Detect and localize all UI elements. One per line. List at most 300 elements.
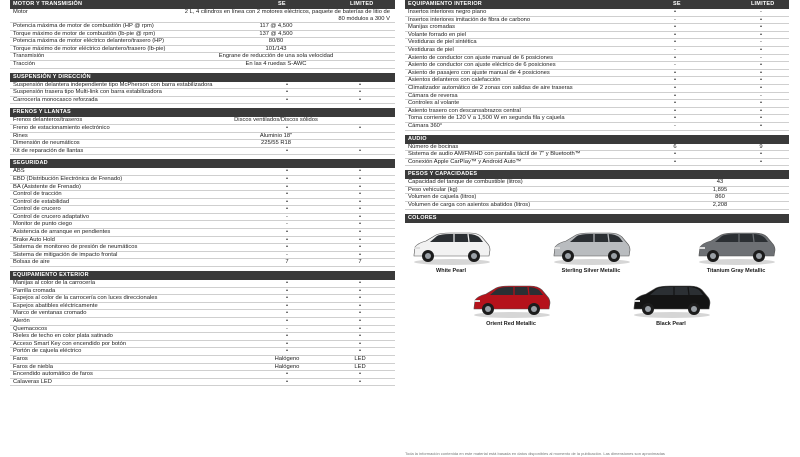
section-suspension [10, 73, 395, 105]
spec-rows [405, 179, 789, 209]
spec-label: Suspensión trasera tipo Multi-link con barra estabilizadora [13, 89, 162, 96]
spec-rows [10, 82, 395, 105]
se-value: • [673, 151, 677, 158]
spec-label: Transmisión [13, 53, 45, 60]
spec-row [10, 229, 395, 237]
spec-row [10, 23, 395, 31]
spec-row [10, 252, 395, 260]
spec-label: Potencia máxima de motor de combustión (HP @ rpm) [13, 23, 154, 29]
spec-label: Sistema de mitigación de impacto frontal [13, 251, 118, 258]
se-value: - [674, 122, 676, 129]
limited-value: LED [354, 363, 366, 370]
limited-value: • [358, 333, 362, 340]
spec-row [405, 159, 789, 167]
spec-value: 1,895 [712, 186, 728, 193]
section-title: EQUIPAMIENTO INTERIOR [408, 1, 482, 7]
se-value: • [673, 158, 677, 165]
spec-label: Tracción [13, 60, 36, 67]
spec-label: Asiento de conductor con ajuste eléctrico de 6 posiciones [408, 62, 556, 69]
se-value: 6 [673, 143, 677, 150]
spec-row [10, 379, 395, 387]
spec-row [405, 151, 789, 159]
se-value: • [673, 39, 677, 46]
limited-value: • [358, 318, 362, 324]
color-black-pearl [630, 281, 712, 331]
spec-label: Torque máximo de motor de combustión (lb-pie @ rpm) [13, 30, 156, 37]
spec-row [405, 39, 789, 47]
spec-row [10, 326, 395, 334]
limited-value: - [760, 9, 762, 15]
section-title: SEGURIDAD [13, 160, 48, 167]
section-header [10, 108, 395, 117]
se-value: • [673, 115, 677, 122]
limited-value: • [358, 371, 362, 378]
spec-value: 80/80 [268, 38, 284, 45]
spec-label: Frenos delanteros/traseros [13, 117, 83, 124]
spec-value: Aluminio 18" [259, 132, 293, 139]
spec-label: Marco de ventanas cromado [13, 310, 87, 317]
limited-value: 9 [759, 143, 763, 150]
spec-row [10, 199, 395, 207]
suv-image [470, 281, 552, 319]
spec-label: Sistema de monitoreo de presión de neumáticos [13, 244, 138, 251]
limited-value: • [358, 168, 362, 175]
spec-label: Asientos delanteros con calefacción [408, 77, 501, 84]
header-limited: LIMITED [751, 1, 775, 7]
se-value: • [285, 302, 289, 309]
se-value: • [673, 24, 677, 31]
limited-value: • [358, 229, 362, 236]
spec-row [405, 32, 789, 40]
limited-value: - [760, 39, 762, 46]
se-value: • [285, 81, 289, 88]
se-value: • [285, 198, 289, 205]
se-value: • [285, 333, 289, 340]
spec-row [10, 318, 395, 326]
limited-value: • [358, 302, 362, 309]
limited-value: • [358, 310, 362, 317]
spec-row [405, 77, 789, 85]
section-seguridad [10, 159, 395, 267]
section-header [10, 159, 395, 168]
spec-row [405, 144, 789, 152]
limited-value: • [358, 295, 362, 302]
spec-row [10, 364, 395, 372]
limited-value: - [760, 54, 762, 61]
se-value: - [286, 221, 288, 228]
spec-row [10, 82, 395, 90]
se-value: • [285, 147, 289, 154]
limited-value: 7 [358, 259, 362, 266]
limited-value: - [760, 92, 762, 99]
section-title: MOTOR Y TRANSMISIÓN [13, 1, 83, 7]
spec-row [10, 38, 395, 46]
limited-value: • [759, 62, 763, 69]
suv-image [410, 228, 492, 266]
limited-value: • [759, 31, 763, 38]
spec-rows [10, 9, 395, 69]
spec-row [405, 70, 789, 78]
spec-label: Espejos al color de la carrocería con luces direccionales [13, 295, 158, 302]
section-audio [405, 135, 789, 167]
spec-row [10, 348, 395, 356]
se-value: - [674, 62, 676, 69]
limited-value: • [358, 191, 362, 198]
limited-value: • [358, 251, 362, 258]
spec-row [405, 202, 789, 210]
spec-value: 2,208 [712, 202, 728, 209]
spec-label: Volumen de cajuela (litros) [408, 194, 477, 201]
color-name: Sterling Silver Metallic [561, 267, 621, 274]
spec-row [405, 9, 789, 17]
spec-value: Engrane de reducción de una sola velocidad [218, 53, 334, 60]
se-value: • [285, 310, 289, 317]
spec-row [10, 117, 395, 125]
se-value: Halógeno [274, 363, 300, 370]
spec-label: Volumen de carga con asientos abatidos (litros) [408, 202, 531, 209]
spec-value: 860 [715, 194, 725, 201]
section-header [405, 214, 789, 223]
se-value: • [285, 168, 289, 175]
left-column [10, 0, 395, 390]
limited-value: • [759, 100, 763, 107]
limited-value: • [358, 198, 362, 205]
limited-value: • [759, 77, 763, 84]
color-white-pearl [410, 228, 492, 278]
spec-row [10, 168, 395, 176]
spec-label: Control de crucero adaptativo [13, 213, 90, 220]
spec-label: BA (Asistente de Frenado) [13, 183, 81, 190]
color-titanium-gray-metallic [695, 228, 777, 278]
limited-value: • [759, 84, 763, 91]
spec-row [10, 176, 395, 184]
se-value: • [285, 96, 289, 103]
spec-value: 117 @ 4,500 [259, 23, 293, 29]
spec-label: Quemacocos [13, 325, 48, 332]
se-value: - [286, 325, 288, 332]
color-sterling-silver-metallic [550, 228, 632, 278]
spec-value: Discos ventilados/Discos sólidos [234, 117, 318, 124]
spec-label: Asiento trasero con descansabrazos central [408, 107, 521, 114]
limited-value: • [358, 287, 362, 294]
spec-value: En las 4 ruedas S-AWC [245, 60, 307, 67]
spec-label: Control de estabilidad [13, 198, 70, 205]
limited-value: • [358, 348, 362, 355]
spec-label: Número de bocinas [408, 143, 459, 150]
section-header [405, 135, 789, 144]
spec-label: Dimensión de neumáticos [13, 140, 80, 147]
se-value: • [285, 244, 289, 251]
spec-row [10, 140, 395, 148]
se-value: • [285, 191, 289, 198]
spec-label: Sistema de audio AM/FM/HD con pantalla táctil de 7" y Bluetooth™ [408, 151, 581, 158]
spec-row [10, 31, 395, 39]
se-value: • [285, 175, 289, 182]
limited-value: • [358, 206, 362, 213]
section-colores [405, 214, 789, 338]
section-title: AUDIO [408, 135, 427, 142]
se-value: 7 [285, 259, 289, 266]
footer-disclaimer: Toda la información contenida en este material está basada en datos disponibles al momento de la publicación. Las dimensiones son aproximadas [405, 451, 665, 456]
color-swatches [405, 223, 789, 338]
spec-row [405, 55, 789, 63]
se-value: • [673, 100, 677, 107]
spec-label: Alerón [13, 318, 30, 324]
spec-label: Potencia máxima de motor eléctrico delantero/trasero (HP) [13, 38, 165, 45]
limited-value: • [358, 147, 362, 154]
spec-label: EBD (Distribución Electrónica de Frenado) [13, 175, 123, 182]
spec-label: Rines [13, 132, 28, 139]
limited-value: • [358, 378, 362, 385]
spec-label: Volante forrado en piel [408, 31, 467, 38]
spec-row [405, 187, 789, 195]
se-value: • [673, 84, 677, 91]
spec-row [10, 125, 395, 133]
spec-label: Vestiduras de piel [408, 46, 454, 53]
se-value: • [673, 107, 677, 114]
spec-row [10, 356, 395, 364]
spec-value: 101/143 [265, 45, 287, 52]
spec-label: Freno de estacionamiento electrónico [13, 124, 110, 131]
spec-row [405, 123, 789, 131]
spec-label: Insertos interiores negro piano [408, 9, 487, 15]
spec-row [405, 194, 789, 202]
spec-label: Faros de niebla [13, 363, 53, 370]
spec-row [10, 61, 395, 69]
spec-rows [10, 117, 395, 155]
limited-value: • [358, 221, 362, 228]
limited-value: • [358, 213, 362, 220]
spec-row [10, 133, 395, 141]
se-value: • [285, 280, 289, 287]
spec-row [10, 97, 395, 105]
se-value: - [286, 251, 288, 258]
spec-label: Torque máximo de motor eléctrico delantero/trasero (lb-pie) [13, 45, 166, 52]
spec-label: Rieles de techo en color plata satinado [13, 333, 113, 340]
limited-value: • [759, 107, 763, 114]
limited-value: • [759, 16, 763, 23]
spec-row [10, 46, 395, 54]
spec-row [10, 244, 395, 252]
limited-value: • [759, 151, 763, 158]
section-header [10, 271, 395, 280]
limited-value: • [759, 46, 763, 53]
se-value: • [285, 340, 289, 347]
spec-label: Control de crucero [13, 206, 61, 213]
spec-label: Toma corriente de 120 V a 1,500 W en segunda fila y cajuela [408, 115, 565, 122]
section-pesos [405, 170, 789, 209]
spec-label: Faros [13, 355, 28, 362]
spec-label: Espejos abatibles eléctricamente [13, 302, 98, 309]
spec-row [10, 341, 395, 349]
spec-label: Peso vehicular (kg) [408, 186, 458, 193]
spec-row [405, 24, 789, 32]
spec-label: Capacidad del tanque de combustible (litros) [408, 179, 523, 186]
spec-row [405, 179, 789, 187]
spec-row [10, 303, 395, 311]
color-name: White Pearl [436, 267, 466, 274]
color-orient-red-metallic [470, 281, 552, 331]
limited-value: LED [354, 355, 366, 362]
spec-value: 2 L, 4 cilindros en línea con 2 motores eléctricos, paquete de baterías de litio de 80 módulos a 300 V [184, 9, 390, 22]
suv-image [630, 281, 712, 319]
spec-row [10, 371, 395, 379]
se-value: • [285, 378, 289, 385]
spec-row [10, 333, 395, 341]
spec-label: Insertos interiores imitación de fibra de carbono [408, 16, 531, 23]
limited-value: • [358, 175, 362, 182]
limited-value: • [358, 183, 362, 190]
section-header [10, 0, 395, 9]
spec-label: Conexión Apple CarPlay™ y Android Auto™ [408, 158, 522, 165]
section-title: COLORES [408, 214, 437, 221]
se-value: • [285, 89, 289, 96]
spec-row [10, 191, 395, 199]
spec-label: Asistencia de arranque en pendientes [13, 229, 111, 236]
right-column [405, 0, 789, 342]
se-value: • [673, 77, 677, 84]
se-value: • [673, 69, 677, 76]
spec-row [10, 9, 395, 23]
spec-label: Vestiduras de piel sintética [408, 39, 477, 46]
section-motor [10, 0, 395, 69]
limited-value: • [759, 115, 763, 122]
spec-row [405, 47, 789, 55]
limited-value: • [358, 236, 362, 243]
spec-label: Manijas cromadas [408, 24, 456, 31]
spec-row [405, 93, 789, 101]
se-value: • [285, 183, 289, 190]
section-header [405, 0, 789, 9]
spec-label: Cámara 360° [408, 122, 443, 129]
color-name: Black Pearl [656, 320, 686, 327]
section-title: SUSPENSIÓN Y DIRECCIÓN [13, 73, 91, 80]
spec-row [10, 280, 395, 288]
spec-label: Motor [13, 9, 28, 15]
spec-row [405, 62, 789, 70]
se-value: • [673, 54, 677, 61]
spec-row [10, 184, 395, 192]
se-value: - [674, 16, 676, 23]
spec-value: 43 [716, 179, 724, 186]
spec-label: Bolsas de aire [13, 259, 50, 266]
spec-row [10, 237, 395, 245]
limited-value: • [759, 69, 763, 76]
spec-row [10, 214, 395, 222]
spec-label: ABS [13, 168, 25, 175]
spec-row [10, 53, 395, 61]
limited-value: • [358, 96, 362, 103]
spec-row [10, 89, 395, 97]
spec-rows [405, 144, 789, 167]
section-header [405, 170, 789, 179]
spec-label: Portón de cajuela eléctrico [13, 348, 82, 355]
limited-value: • [358, 340, 362, 347]
se-value: • [285, 318, 289, 324]
limited-value: • [759, 24, 763, 31]
section-interior [405, 0, 789, 131]
section-exterior [10, 271, 395, 386]
header-se: SE [278, 1, 286, 7]
spec-label: Monitor de punto ciego [13, 221, 72, 228]
suv-image [550, 228, 632, 266]
se-value: • [673, 31, 677, 38]
header-se: SE [673, 1, 681, 7]
se-value: • [285, 287, 289, 294]
spec-row [10, 288, 395, 296]
se-value: - [674, 46, 676, 53]
spec-label: Control de tracción [13, 191, 62, 198]
limited-value: • [358, 244, 362, 251]
limited-value: • [358, 81, 362, 88]
se-value: • [285, 229, 289, 236]
spec-label: Cámara de reversa [408, 92, 458, 99]
spec-row [405, 108, 789, 116]
spec-row [10, 259, 395, 267]
spec-label: Kit de reparación de llantas [13, 147, 84, 154]
limited-value: • [358, 325, 362, 332]
color-name: Titanium Gray Metallic [706, 267, 766, 274]
spec-label: Asiento de conductor con ajuste manual de 6 posiciones [408, 54, 554, 61]
spec-label: Suspensión delantera independiente tipo McPherson con barra estabilizadora [13, 81, 213, 88]
spec-row [10, 221, 395, 229]
section-header [10, 73, 395, 82]
spec-label: Climatizador automático de 2 zonas con salidas de aire traseras [408, 84, 573, 91]
spec-rows [10, 168, 395, 267]
se-value: • [285, 295, 289, 302]
spec-row [10, 148, 395, 156]
spec-label: Controles al volante [408, 100, 460, 107]
header-limited: LIMITED [350, 1, 374, 7]
section-title: FRENOS Y LLANTAS [13, 109, 71, 116]
spec-label: Manijas al color de la carrocería [13, 280, 96, 287]
se-value: - [286, 213, 288, 220]
limited-value: • [358, 89, 362, 96]
section-title: PESOS Y CAPACIDADES [408, 171, 478, 178]
spec-label: Calaveras LED [13, 378, 52, 385]
spec-row [405, 100, 789, 108]
spec-value: 137 @ 4,500 [259, 30, 293, 37]
se-value: • [285, 206, 289, 213]
spec-label: Brake Auto Hold [13, 236, 55, 243]
spec-value: 225/55 R18 [261, 140, 291, 147]
se-value: • [673, 9, 677, 15]
se-value: • [673, 92, 677, 99]
spec-label: Acceso Smart Key con encendido por botón [13, 340, 127, 347]
section-title: EQUIPAMIENTO EXTERIOR [13, 272, 89, 279]
limited-value: • [358, 124, 362, 131]
se-value: • [285, 371, 289, 378]
limited-value: • [358, 280, 362, 287]
spec-row [405, 85, 789, 93]
suv-image [695, 228, 777, 266]
se-value: • [285, 124, 289, 131]
spec-label: Encendido automático de faros [13, 371, 93, 378]
se-value: Halógeno [274, 355, 300, 362]
section-frenos [10, 108, 395, 155]
spec-label: Asiento de pasajero con ajuste manual de 4 posiciones [408, 69, 550, 76]
spec-label: Parrilla cromada [13, 287, 56, 294]
limited-value: • [759, 122, 763, 129]
spec-row [10, 206, 395, 214]
color-name: Orient Red Metallic [486, 320, 536, 327]
se-value: • [285, 348, 289, 355]
spec-rows [10, 280, 395, 386]
spec-row [10, 310, 395, 318]
spec-label: Carrocería monocasco reforzada [13, 96, 98, 103]
spec-row [405, 115, 789, 123]
limited-value: • [759, 158, 763, 165]
